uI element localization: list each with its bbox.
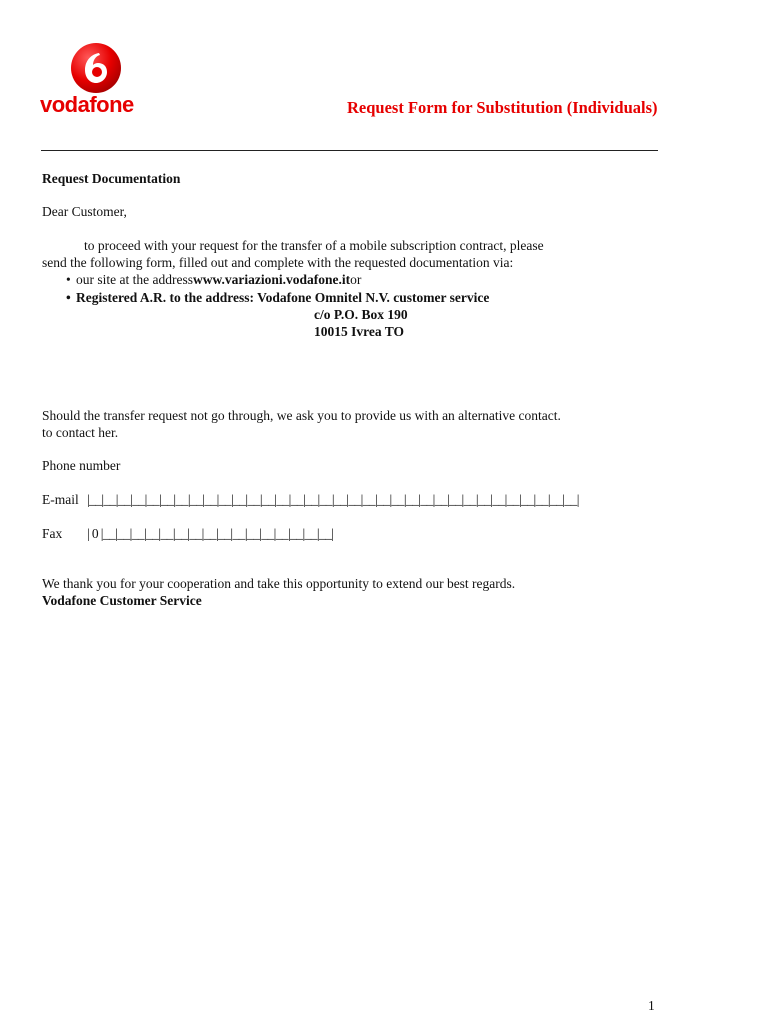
intro-line-1: to proceed with your request for the transfer of a mobile subscription contract, please [84,238,544,253]
vodafone-logo [40,42,150,120]
closing-text: We thank you for your cooperation and take this opportunity to extend our best regards. [42,576,516,591]
fax-field[interactable]: | 0 |__|__|__|__|__|__|__|__|__|__|__|__|__|__|__|__| [87,526,334,541]
bullet2-text: Registered A.R. to the address: Vodafone Omnitel N.V. customer service [76,290,490,305]
bullet1-prefix: our site at the address [76,272,193,287]
intro-line-2: send the following form, filled out and complete with the requested documentation via: [42,255,514,270]
logo-wordmark: vodafone [40,92,134,117]
bullet-icon: • [66,290,71,305]
fax-label: Fax [42,526,63,541]
alt-contact-line-1: Should the transfer request not go through, we ask you to provide us with an alternative contact. [42,408,561,423]
section-heading: Request Documentation [42,171,181,186]
salutation: Dear Customer, [42,204,127,219]
bullet-item-website [66,271,361,288]
email-field[interactable]: |__|__|__|__|__|__|__|__|__|__|__|__|__|__|__|__|__|__|__|__|__|__|__|__|__|__|__|__|__|__|__|__|__|__| [87,492,579,507]
address-line-2: 10015 Ivrea TO [314,324,405,339]
bullet-item-registered-mail [66,289,489,306]
website-link[interactable]: www.variazioni.vodafone.it [192,272,351,287]
vodafone-speechmark-icon [70,42,122,94]
page-title: Request Form for Substitution (Individuals) [347,98,658,117]
signature: Vodafone Customer Service [42,593,202,608]
bullet1-suffix: or [350,272,362,287]
address-line-1: c/o P.O. Box 190 [314,307,408,322]
page-number: 1 [648,998,655,1013]
phone-label: Phone number [42,458,121,473]
bullet-icon: • [66,272,71,287]
email-label: E-mail [42,492,79,507]
alt-contact-line-2: to contact her. [42,425,119,440]
header-divider [41,150,658,151]
